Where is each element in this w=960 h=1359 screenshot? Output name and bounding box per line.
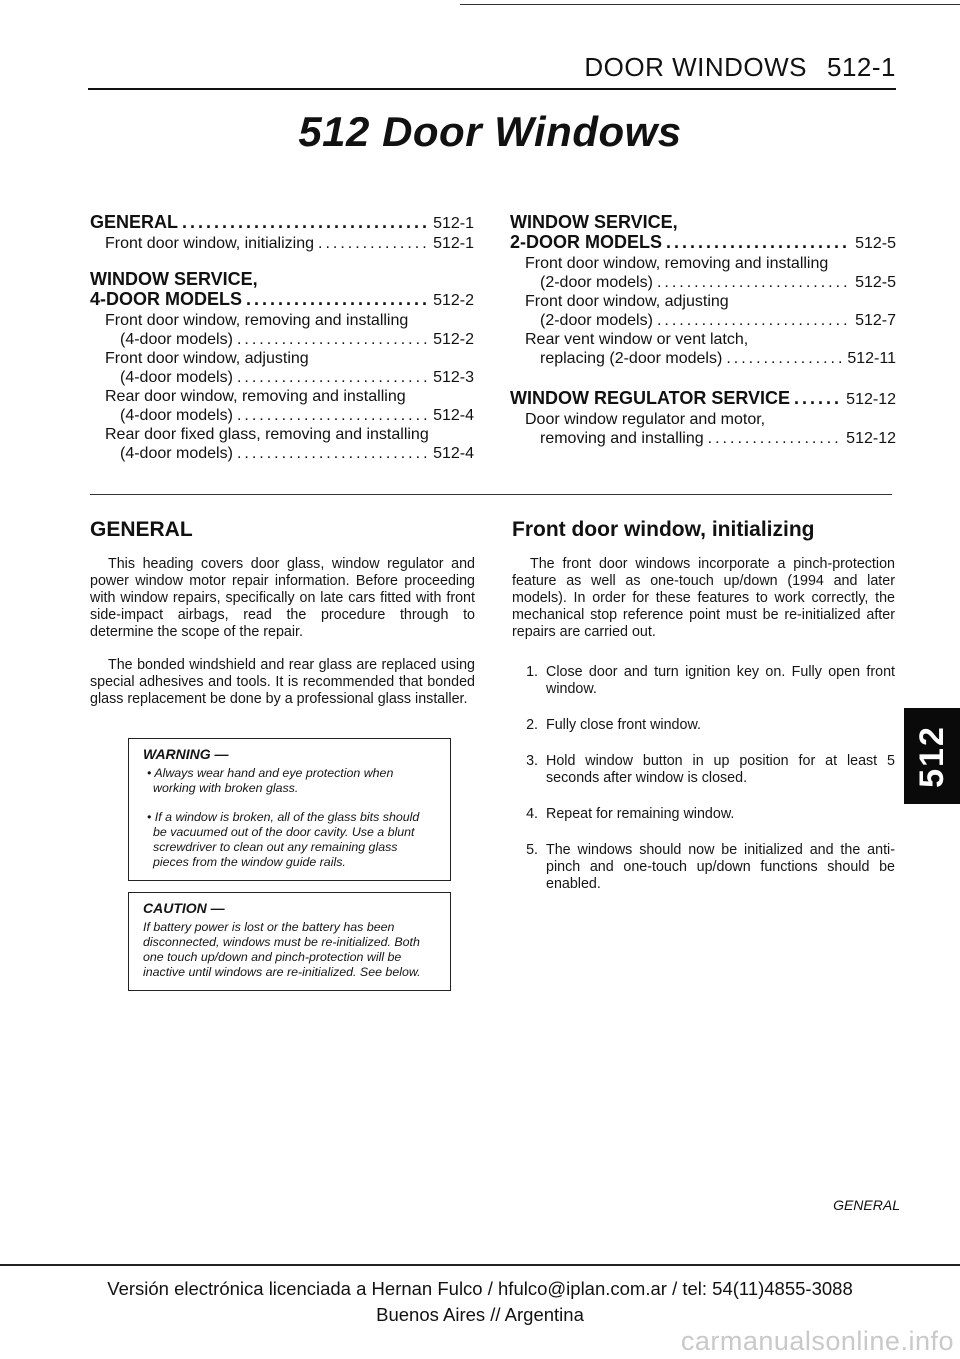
toc-entry-r2-line1: Front door window, adjusting xyxy=(525,293,729,310)
front-init-heading: Front door window, initializing xyxy=(512,518,815,541)
toc-heading-ws4-line1: WINDOW SERVICE, xyxy=(90,269,258,289)
toc-entry-e4[interactable]: (4-door models) ..... 512-4 xyxy=(90,444,474,463)
license-footer xyxy=(0,1264,960,1359)
toc-entry-e3-line1: Rear door window, removing and installing xyxy=(105,388,406,405)
warning-item-2: • If a window is broken, all of the glass bits should be vacuumed out of the door cavity. Use a blunt screwdriver to clean out any remaining glass pieces from the window guide rails. xyxy=(147,810,420,869)
toc-entry-r3-line1: Rear vent window or vent latch, xyxy=(525,331,749,348)
warning-item-1: • Always wear hand and eye protection when working with broken glass. xyxy=(147,766,394,795)
step-4: 4. Repeat for remaining window. xyxy=(526,806,735,822)
toc-entry-e3[interactable]: (4-door models) ..... 512-4 xyxy=(90,406,474,425)
step-5: 5. The windows should now be initialized and the anti-pinch and one-touch up/down functions should be enabled. xyxy=(526,842,895,892)
toc-entry-e2[interactable]: (4-door models) ..... 512-3 xyxy=(90,368,474,387)
toc-entry-ws2[interactable]: 2-DOOR MODELS ..... 512-5 xyxy=(510,232,896,254)
general-paragraph-2: The bonded windshield and rear glass are replaced using special adhesives and tools. It is recommended that bonded glass replacement be done by a professional glass installer. xyxy=(90,657,475,707)
toc-entry-e1-line1: Front door window, removing and installing xyxy=(105,312,409,329)
chapter-title: 512 Door Windows xyxy=(298,108,682,155)
general-paragraph-1: This heading covers door glass, window regulator and power window motor repair information. Before proceeding with window repairs, specifically on late cars fitted with front side-impact airbags, read the procedure through to determine the scope of the repair. xyxy=(90,556,475,640)
toc-heading-ws2-line1: WINDOW SERVICE, xyxy=(510,212,678,232)
license-line-2: Buenos Aires // Argentina xyxy=(376,1304,584,1325)
toc-entry-e4-line1: Rear door fixed glass, removing and installing xyxy=(105,426,429,443)
caution-text: If battery power is lost or the battery has been disconnected, windows must be re-initialized. Both one touch up/down and pinch-protection will be inactive until windows are re-initialized. See below. xyxy=(143,920,421,979)
caution-box xyxy=(128,892,451,991)
toc-entry-ws4[interactable]: 4-DOOR MODELS ..... 512-2 xyxy=(90,289,474,311)
watermark-text: carmanualsonline.info xyxy=(680,1326,954,1356)
thumb-tab-label: 512 xyxy=(912,724,951,788)
section-divider xyxy=(90,494,892,495)
running-title: DOOR WINDOWS xyxy=(584,52,807,82)
general-body xyxy=(90,556,475,724)
header-page-number: 512-1 xyxy=(827,52,896,82)
footer-section-label: GENERAL xyxy=(833,1197,900,1213)
toc-entry-e2-line1: Front door window, adjusting xyxy=(105,350,309,367)
step-1: 1. Close door and turn ignition key on. Fully open front window. xyxy=(526,664,895,697)
toc-entry-r4[interactable]: removing and installing ..... 512-12 xyxy=(510,429,896,448)
toc-entry-r3[interactable]: replacing (2-door models) ..... 512-11 xyxy=(510,349,896,368)
toc-entry-r4-line1: Door window regulator and motor, xyxy=(525,411,766,428)
running-header xyxy=(584,52,896,83)
license-line-1: Versión electrónica licenciada a Hernan Fulco / hfulco@iplan.com.ar / tel: 54(11)4855-3088 xyxy=(107,1278,853,1299)
toc-entry-e1[interactable]: (4-door models) ..... 512-2 xyxy=(90,330,474,349)
toc-left-column xyxy=(90,212,474,463)
step-3: 3. Hold window button in up position for at least 5 seconds after window is closed. xyxy=(526,753,895,786)
warning-title: WARNING — xyxy=(143,746,229,762)
caution-title: CAUTION — xyxy=(143,900,225,916)
toc-entry-r1-line1: Front door window, removing and installing xyxy=(525,255,829,272)
front-init-paragraph: The front door windows incorporate a pinch-protection feature as well as one-touch up/down (1994 and later models). In order for these features to work correctly, the mechanical stop reference point must be re-initialized after repairs are carried out. xyxy=(512,556,895,640)
toc-entry-front-init[interactable]: Front door window, initializing ..... 512-1 xyxy=(90,234,474,253)
header-rule xyxy=(88,88,896,90)
toc-entry-r2[interactable]: (2-door models) ..... 512-7 xyxy=(510,311,896,330)
top-edge-rule xyxy=(460,4,960,5)
toc-right-column xyxy=(510,212,896,448)
general-heading: GENERAL xyxy=(90,518,193,541)
front-init-intro xyxy=(512,556,895,657)
toc-entry-wrs[interactable]: WINDOW REGULATOR SERVICE ..... 512-12 xyxy=(510,388,896,410)
chapter-thumb-tab xyxy=(904,708,960,804)
toc-entry-r1[interactable]: (2-door models) ..... 512-5 xyxy=(510,273,896,292)
toc-entry-general[interactable]: GENERAL ..... 512-1 xyxy=(90,212,474,234)
step-2: 2. Fully close front window. xyxy=(526,717,701,733)
warning-box xyxy=(128,738,451,881)
front-init-steps xyxy=(512,664,895,912)
